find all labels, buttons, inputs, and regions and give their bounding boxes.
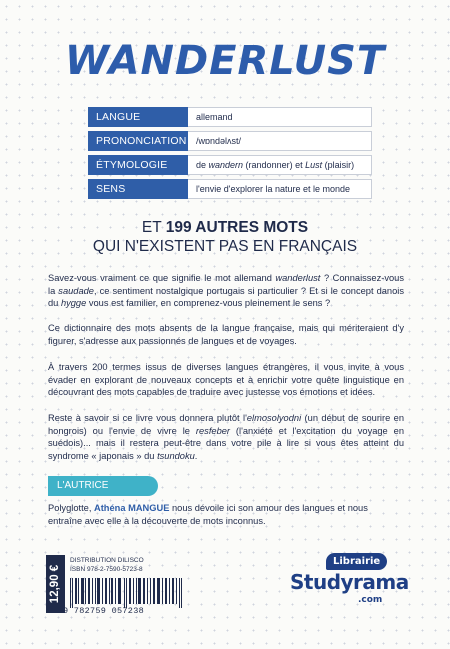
- text-part: vous est familier, en comprenez-vous pleinement le sens ?: [86, 298, 331, 309]
- paragraph-2: Ce dictionnaire des mots absents de la langue française, mais qui mériteraient d'y figurer, s'adresse aux passionnés de langues et de voyages.: [48, 323, 404, 346]
- author-badge: L'AUTRICE: [48, 476, 158, 496]
- logo-suffix: .com: [358, 595, 383, 605]
- italic-term: tsundoku: [157, 450, 195, 461]
- isbn: ISBN 978-2-7590-5723-8: [70, 566, 143, 573]
- text-part: , ce sentiment nostalgique portugais si particulier ? Et si le concept danois du: [48, 285, 404, 309]
- italic-term: wandern: [208, 160, 244, 170]
- subtitle-prefix: ET: [141, 219, 166, 236]
- definition-value: /wɒndəlʌst/: [188, 131, 372, 151]
- barcode-digits: 9 782759 057238: [63, 606, 145, 616]
- author-name: Athéna MANGUE: [94, 503, 170, 513]
- italic-term: saudade: [58, 285, 94, 296]
- distribution-info: [70, 556, 144, 574]
- text-part: (plaisir): [322, 160, 355, 170]
- italic-term: elmosolyodni: [246, 413, 302, 423]
- definition-value: allemand: [188, 107, 372, 127]
- text-part: de: [196, 160, 209, 170]
- subtitle-line-1: [0, 218, 450, 237]
- definition-label: LANGUE: [88, 107, 188, 127]
- definition-table: [88, 107, 372, 203]
- definition-row-sens: [88, 179, 372, 199]
- price-label-wrapper: [46, 555, 65, 613]
- price-label: 12,90 €: [49, 564, 62, 604]
- definition-row-etymologie: [88, 155, 372, 175]
- definition-label: PRONONCIATION: [88, 131, 188, 151]
- book-title: WANDERLUST: [64, 38, 386, 84]
- definition-label: ÉTYMOLOGIE: [88, 155, 188, 175]
- text-part: (randonner) et: [243, 160, 306, 170]
- text-part: ? Connaissez-vous la: [48, 273, 404, 296]
- logo-librairie-tag: Librairie: [326, 553, 387, 570]
- subtitle-bold: 199 AUTRES MOTS: [165, 219, 309, 236]
- definition-value: l'envie d'explorer la nature et le monde: [188, 179, 372, 199]
- subtitle: [0, 218, 450, 256]
- text-part: (un début de sourire en hongrois) ou l'envie de vivre le: [48, 413, 404, 436]
- distributor: DISTRIBUTION DILISCO: [70, 557, 144, 564]
- text-part: Reste à savoir si ce livre vous donnera plutôt l': [48, 413, 247, 423]
- author-description: [48, 502, 404, 527]
- text-part: (l'anxiété et l'excitation du voyage en suédois)... mais il restera peut-être dans votre pile à lire si vous êtes atteint du syndrome « japonais » du: [48, 425, 404, 461]
- text-part: nous dévoile ici son amour des langues et nous entraîne avec elle à la découverte de mots inconnus.: [48, 503, 368, 526]
- italic-term: hygge: [60, 298, 87, 309]
- paragraph-3: À travers 200 termes issus de diverses langues étrangères, il vous invite à vous évader en explorant de nouveaux concepts et à enrichir votre quête linguistique en découvrant des mots capables de traduire avec justesse vos émotions et idées.: [48, 362, 404, 398]
- studyrama-logo: [286, 553, 409, 615]
- definition-label: SENS: [88, 179, 188, 199]
- definition-row-prononciation: [88, 131, 372, 151]
- subtitle-line-2: QUI N'EXISTENT PAS EN FRANÇAIS: [92, 238, 358, 255]
- italic-term: resfeber: [195, 425, 231, 436]
- paragraph-1: [48, 272, 404, 310]
- italic-term: Lust: [305, 160, 323, 170]
- italic-term: wanderlust: [275, 273, 321, 283]
- barcode-image: [70, 578, 182, 608]
- text-part: Polyglotte,: [48, 503, 94, 513]
- text-part: Savez-vous vraiment ce que signifie le mot allemand: [48, 273, 276, 283]
- text-part: .: [194, 450, 198, 461]
- definition-row-langue: [88, 107, 372, 127]
- definition-value: [188, 155, 372, 175]
- paragraph-4: [48, 412, 404, 462]
- logo-wordmark: Studyrama: [290, 570, 409, 594]
